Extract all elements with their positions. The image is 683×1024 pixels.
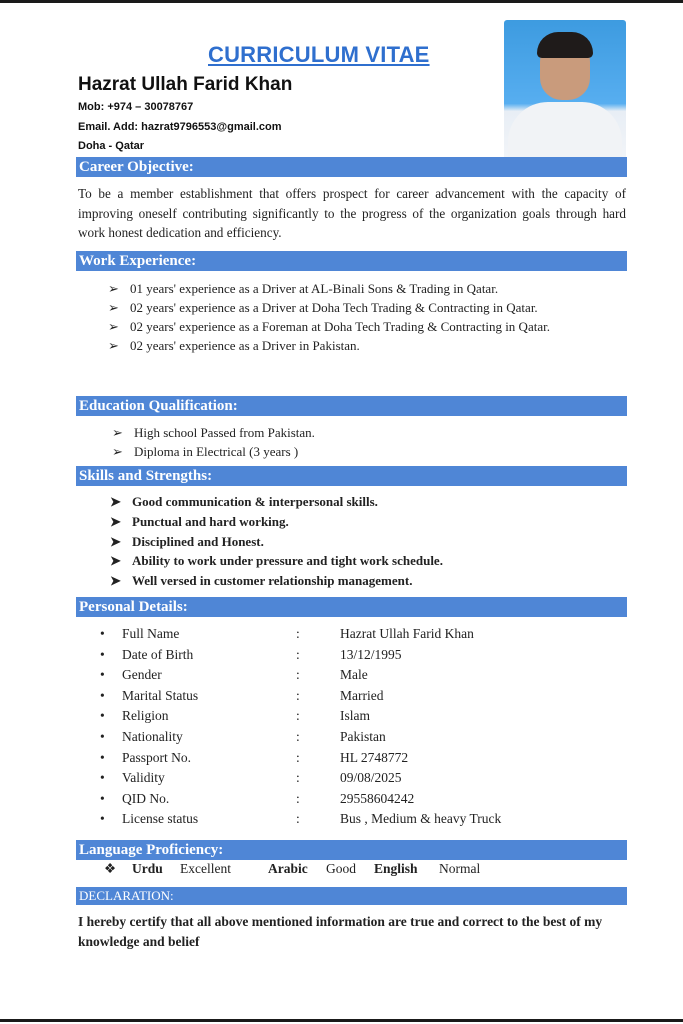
arrow-bullet-icon: ➤ bbox=[110, 553, 121, 569]
education-list bbox=[112, 423, 612, 461]
profile-photo bbox=[504, 20, 626, 172]
page-title: CURRICULUM VITAE bbox=[208, 42, 430, 67]
work-experience-list bbox=[108, 279, 626, 355]
bullet-icon: • bbox=[100, 687, 105, 703]
table-row: • Religion : Islam bbox=[100, 706, 501, 727]
list-item: ➢ 02 years' experience as a Driver at Doha Tech Trading & Contracting in Qatar. bbox=[108, 300, 538, 315]
bullet-icon: • bbox=[100, 667, 105, 683]
table-row: • Marital Status : Married bbox=[100, 686, 501, 707]
declaration-heading: DECLARATION: bbox=[76, 887, 627, 905]
language-level: Good bbox=[326, 861, 356, 876]
arrow-bullet-icon: ➢ bbox=[108, 281, 119, 296]
table-row: • Gender : Male bbox=[100, 665, 501, 686]
table-row: • QID No. : 29558604242 bbox=[100, 789, 501, 810]
language-list bbox=[104, 861, 480, 877]
bullet-icon: • bbox=[100, 790, 105, 806]
bullet-icon: • bbox=[100, 646, 105, 662]
arrow-bullet-icon: ➢ bbox=[108, 319, 119, 334]
education-heading: Education Qualification: bbox=[76, 396, 627, 416]
arrow-bullet-icon: ➢ bbox=[108, 338, 119, 353]
arrow-bullet-icon: ➢ bbox=[108, 300, 119, 315]
diamond-bullet-icon: ❖ bbox=[104, 861, 117, 876]
list-item: ➢ Diploma in Electrical (3 years ) bbox=[112, 444, 299, 459]
personal-details-heading: Personal Details: bbox=[76, 597, 627, 617]
table-row: • Validity : 09/08/2025 bbox=[100, 768, 501, 789]
bullet-icon: • bbox=[100, 770, 105, 786]
list-item: ➤ Punctual and hard working. bbox=[110, 512, 620, 532]
list-item: ➢ 02 years' experience as a Foreman at Doha Tech Trading & Contracting in Qatar. bbox=[108, 319, 550, 334]
declaration-text: I hereby certify that all above mentioned information are true and correct to the best of my knowledge and belief bbox=[78, 914, 603, 949]
list-item: ➢ 02 years' experience as a Driver in Pakistan. bbox=[108, 338, 360, 353]
table-row: • Date of Birth : 13/12/1995 bbox=[100, 645, 501, 666]
list-item: ➤ Disciplined and Honest. bbox=[110, 532, 620, 552]
arrow-bullet-icon: ➢ bbox=[112, 444, 123, 459]
bullet-icon: • bbox=[100, 708, 105, 724]
list-item: ➤ Well versed in customer relationship management. bbox=[110, 571, 620, 591]
personal-details-table bbox=[100, 624, 501, 830]
table-row: • License status : Bus , Medium & heavy Truck bbox=[100, 809, 501, 830]
skills-heading: Skills and Strengths: bbox=[76, 466, 627, 486]
bullet-icon: • bbox=[100, 811, 105, 827]
list-item: ➢ High school Passed from Pakistan. bbox=[112, 425, 315, 440]
bullet-icon: • bbox=[100, 626, 105, 641]
skills-list bbox=[110, 492, 620, 591]
career-objective-text: To be a member establishment that offers prospect for career advancement with the capacity of improving oneself contributing significantly to the progress of the organization goals through hard work honest dedication and efficiency. bbox=[78, 186, 626, 240]
arrow-bullet-icon: ➤ bbox=[110, 513, 121, 529]
language-level: Excellent bbox=[180, 861, 231, 876]
list-item: ➤ Ability to work under pressure and tight work schedule. bbox=[110, 551, 620, 571]
arrow-bullet-icon: ➤ bbox=[110, 494, 121, 509]
language-name: Arabic bbox=[268, 861, 308, 876]
mobile-number: Mob: +974 – 30078767 bbox=[78, 101, 194, 113]
career-objective-heading: Career Objective: bbox=[76, 157, 627, 177]
table-row: • Nationality : Pakistan bbox=[100, 727, 501, 748]
table-row: • Passport No. : HL 2748772 bbox=[100, 748, 501, 769]
language-heading: Language Proficiency: bbox=[76, 840, 627, 860]
arrow-bullet-icon: ➤ bbox=[110, 533, 121, 549]
bullet-icon: • bbox=[100, 749, 105, 765]
language-name: English bbox=[374, 861, 418, 876]
table-row: • Full Name : Hazrat Ullah Farid Khan bbox=[100, 624, 501, 645]
top-rule bbox=[0, 0, 683, 3]
language-level: Normal bbox=[439, 861, 481, 876]
bottom-rule bbox=[0, 1019, 683, 1022]
list-item: ➢ 01 years' experience as a Driver at AL-Binali Sons & Trading in Qatar. bbox=[108, 281, 499, 296]
arrow-bullet-icon: ➤ bbox=[110, 573, 121, 589]
photo-hair bbox=[537, 32, 593, 58]
arrow-bullet-icon: ➢ bbox=[112, 425, 123, 440]
email-address: Email. Add: hazrat9796553@gmail.com bbox=[78, 121, 282, 133]
applicant-name: Hazrat Ullah Farid Khan bbox=[78, 74, 293, 95]
work-experience-heading: Work Experience: bbox=[76, 251, 627, 271]
bullet-icon: • bbox=[100, 728, 105, 744]
list-item: ➤ Good communication & interpersonal skills. bbox=[110, 492, 620, 512]
location: Doha - Qatar bbox=[78, 140, 145, 152]
language-name: Urdu bbox=[132, 861, 163, 876]
